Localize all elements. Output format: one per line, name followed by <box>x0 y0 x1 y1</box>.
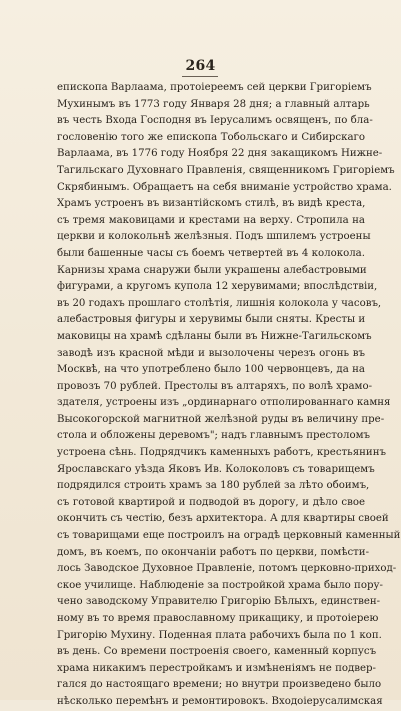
text-line: провозъ 70 рублей. Престолы въ алтаряхъ, по волѣ храмо- <box>57 380 373 392</box>
text-line: здателя, устроены изъ „ординарнаго отполированнаго камня <box>57 397 391 409</box>
text-line: Карнизы храма снаружи были украшены алебастровыми <box>57 264 367 276</box>
text-line: Скрябинымъ. Обращаетъ на себя вниманіе устройство храма. <box>57 181 392 193</box>
body-text <box>57 80 401 711</box>
text-line: съ тремя маковицами и крестами на верху. Стропила на <box>57 214 365 226</box>
text-line: устроена сѣнь. Подрядчикъ каменныхъ работъ, крестьянинъ <box>57 447 386 459</box>
text-line: маковицы на храмѣ сдѣланы были въ Нижне-Тагильскомъ <box>57 330 372 342</box>
text-line: храма никакимъ перестройкамъ и измѣненіямъ не подвер- <box>57 662 377 674</box>
text-line: епископа Варлаама, протоіереемъ сей церкви Григоріемъ <box>57 82 372 93</box>
page-number: 264 <box>185 58 216 74</box>
text-line: ское училище. Наблюденіе за постройкой храма было пору- <box>57 579 383 591</box>
text-line: фигурами, а кругомъ купола 12 херувимами; впослѣдствіи, <box>57 281 378 293</box>
text-line: алебастровыя фигуры и херувимы были сняты. Кресты и <box>57 314 366 326</box>
text-line: чено заводскому Управителю Григорію Бѣлыхъ, единствен- <box>57 596 381 608</box>
text-line: Варлаама, въ 1776 году Ноября 22 дня закащикомъ Нижне- <box>57 148 383 160</box>
text-line: Григорію Мухину. Поденная плата рабочихъ была по 1 коп. <box>57 629 382 641</box>
text-line: церкви и колокольнѣ желѣзныя. Подъ шпилемъ устроены <box>57 231 371 243</box>
text-line: окончить съ честію, безъ архитектора. А для квартиры своей <box>57 513 389 525</box>
text-line: Москвѣ, на что употреблено было 100 червонцевъ, да на <box>57 364 365 376</box>
text-line: Высокогорской магнитной желѣзной руды въ величину пре- <box>57 413 385 425</box>
text-line: заводѣ изъ красной мѣди и вызолочены черезъ огонь въ <box>57 347 365 359</box>
text-line: были башенные часы съ боемъ четвертей въ 4 колокола. <box>57 247 365 259</box>
text-line: Мухинымъ въ 1773 году Января 28 дня; а главный алтарь <box>57 98 370 110</box>
text-line: въ честь Входа Господня въ Іерусалимъ освященъ, по бла- <box>57 115 373 127</box>
text-line: съ готовой квартирой и подводой въ дорогу, и дѣло свое <box>57 496 365 508</box>
text-line: въ 20 годахъ прошлаго столѣтія, лишнія колокола у часовъ, <box>57 297 382 309</box>
text-line: гословенію того же епископа Тобольскаго и Сибирскаго <box>57 131 365 143</box>
text-line: стола и обложены деревомъ"; надъ главнымъ престоломъ <box>57 430 371 442</box>
text-line: лось Заводское Духовное Правленіе, потомъ церковно-приход- <box>57 563 397 575</box>
text-line: домъ, въ коемъ, по окончаніи работъ по церкви, помѣсти- <box>57 546 370 558</box>
text-line: Храмъ устроенъ въ византійскомъ стилѣ, въ видѣ креста, <box>57 198 366 210</box>
text-line: ному въ то время православному прикащику, и протоіерею <box>57 613 379 624</box>
text-line: въ день. Со времени построенія своего, каменный корпусъ <box>57 646 377 658</box>
text-line: съ товарищами еще построилъ на оградѣ церковный каменный <box>57 530 401 542</box>
page-number-rule <box>182 76 218 77</box>
text-line: гался до настоящаго времени; но внутри произведено было <box>57 679 382 691</box>
text-line: Тагильскаго Духовнаго Правленія, священникомъ Григоріемъ <box>57 164 395 176</box>
text-line: Ярославскаго уѣзда Яковъ Ив. Колоколовъ съ товарищемъ <box>57 463 375 475</box>
text-line: нѣсколько перемѣнъ и ремонтировокъ. Входоіерусалимская <box>57 695 383 707</box>
text-line: подрядился строить храмъ за 180 рублей за лѣто обоимъ, <box>57 480 370 492</box>
